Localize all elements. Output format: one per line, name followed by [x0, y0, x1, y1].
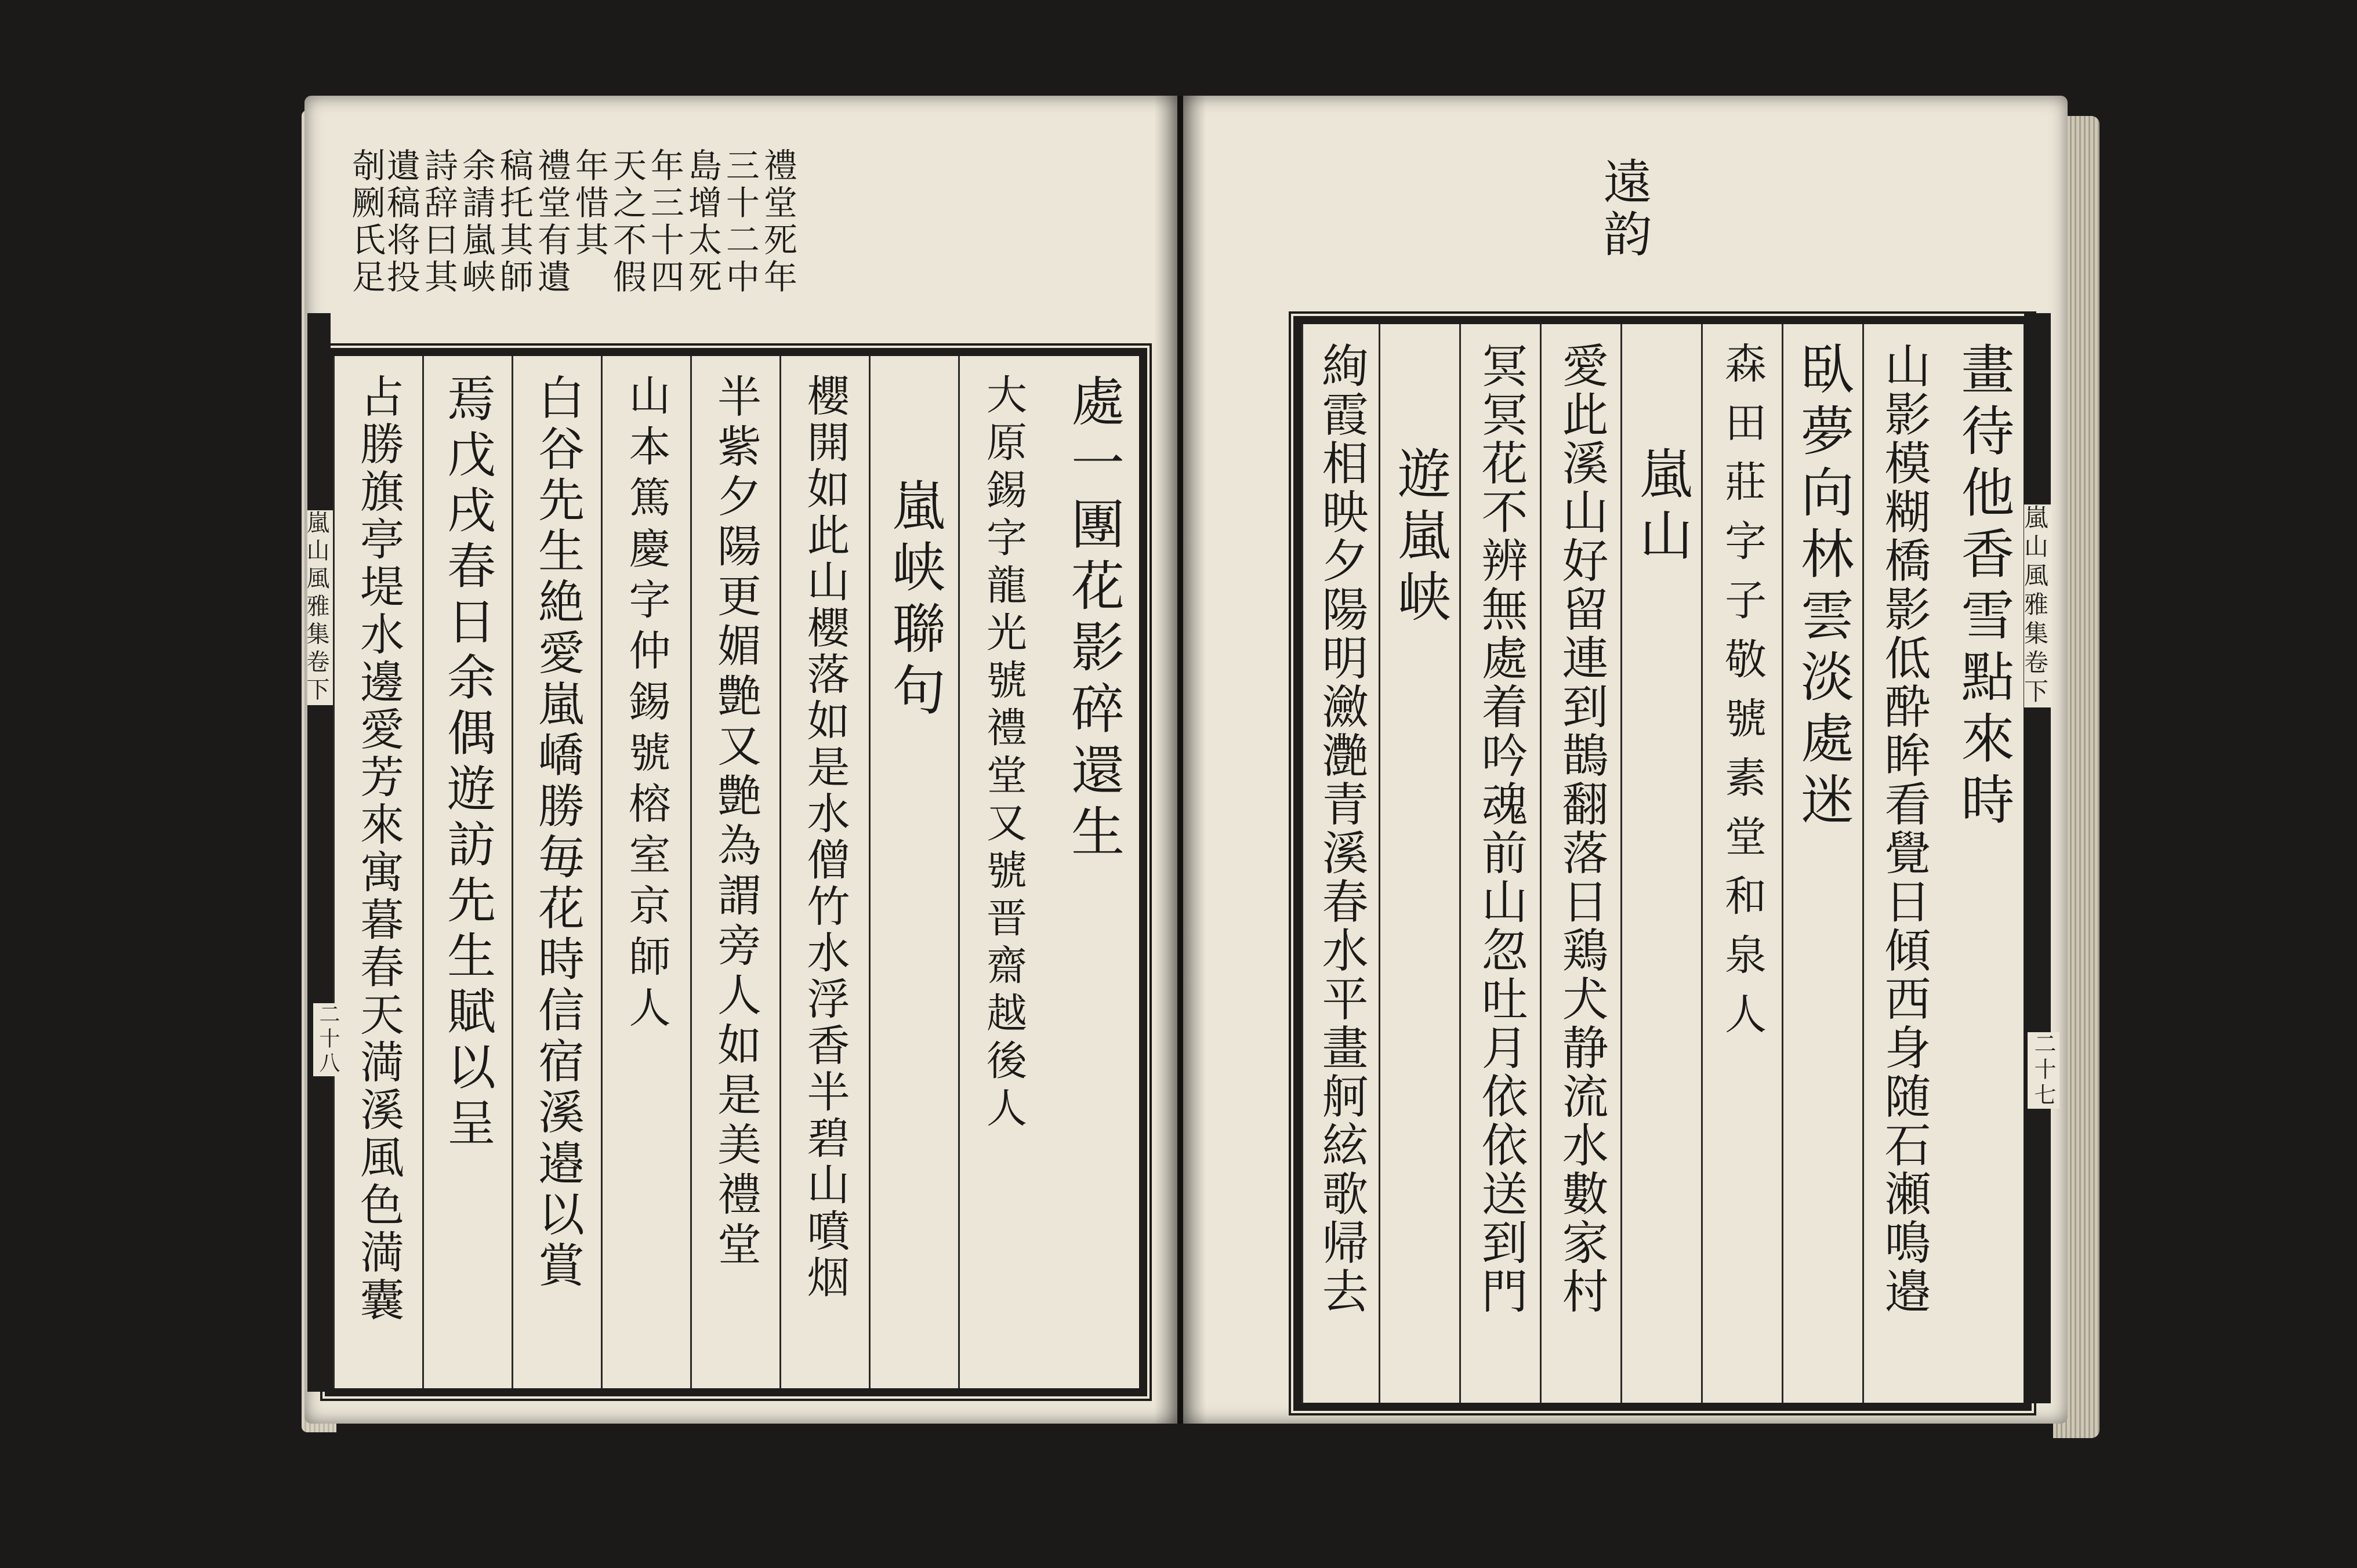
- right-heading: 遠韵: [1595, 157, 1652, 261]
- left-spine-bar: [307, 313, 331, 1392]
- note-col-10: 詩辞曰其: [418, 148, 458, 296]
- note-col-6: 年惜其: [569, 148, 609, 259]
- note-col-12: 剞劂氏足: [346, 148, 386, 296]
- note-col-9: 余請嵐峡: [456, 148, 496, 296]
- left-col-7-text: 白谷先生絶愛嵐嶠勝毎花時信宿溪邉以賞: [530, 373, 585, 1292]
- right-col-2-text: 山影模糊橋影低酔眸看覺日傾西身随石瀬鳴邉: [1877, 342, 1931, 1316]
- right-col-4-text: 森田莊字子敬號素堂和泉人: [1718, 342, 1767, 1051]
- right-col-9: [1301, 324, 1379, 1403]
- right-col-6-text: 愛此溪山好留連到鵲翻落日鶏犬静流水數家村: [1554, 342, 1608, 1316]
- right-col-6: [1540, 324, 1620, 1403]
- left-col-1: [1047, 356, 1139, 1388]
- left-text-frame: [325, 348, 1147, 1396]
- left-folio: 二十八: [313, 1003, 343, 1076]
- left-col-4-text: 櫻開如此山櫻落如是水僧竹水浮香半碧山噴烟: [800, 373, 850, 1301]
- right-col-4: [1701, 324, 1782, 1403]
- note-col-7: 禮堂有遺: [531, 148, 571, 296]
- right-col-8: [1379, 324, 1459, 1403]
- note-col-2: 三十二中: [720, 148, 760, 296]
- right-col-7: [1459, 324, 1540, 1403]
- right-folio: 二十七: [2028, 1032, 2059, 1109]
- left-col-2: [958, 356, 1047, 1388]
- right-text-frame: [1293, 316, 2032, 1411]
- left-col-7: [512, 356, 601, 1388]
- left-col-9: [333, 356, 422, 1388]
- right-col-1: [1943, 324, 2024, 1403]
- right-col-5-text: 嵐山: [1631, 446, 1693, 569]
- note-col-11: 遺稿将投: [380, 148, 420, 296]
- left-col-8: [422, 356, 512, 1388]
- right-col-5: [1620, 324, 1701, 1403]
- book-gutter: [1154, 96, 1206, 1424]
- left-col-8-text: 焉戊戌春日余偶遊訪先生賦以呈: [439, 373, 496, 1153]
- left-col-3: [869, 356, 958, 1388]
- note-col-5: 天之不假: [607, 148, 647, 296]
- right-col-9-text: 絢霞相映夕陽明瀲灔青溪春水平畫舸絃歌帰去: [1314, 342, 1368, 1316]
- left-spine-title: 嵐山風雅集卷下: [307, 510, 333, 705]
- left-col-6-text: 山本篤慶字仲錫號榕室京師人: [622, 373, 671, 1037]
- note-col-8: 稿托其師: [494, 148, 534, 296]
- right-col-1-text: 畫待他香雪點來時: [1952, 342, 2015, 833]
- right-col-3-text: 臥夢向林雲淡處迷: [1792, 342, 1854, 833]
- right-spine-title: 嵐山風雅集卷下: [2024, 504, 2052, 707]
- left-col-6: [601, 356, 690, 1388]
- left-col-5: [690, 356, 779, 1388]
- note-col-1: 禮堂死年: [757, 148, 797, 296]
- right-col-2: [1862, 324, 1943, 1403]
- left-col-4: [779, 356, 869, 1388]
- left-col-1-text: 處一團花影碎還生: [1063, 373, 1125, 865]
- left-col-9-text: 占勝旗亭堤水邊愛芳來寓暮春天満溪風色満囊: [353, 373, 405, 1324]
- right-spine-bar: [2024, 313, 2051, 1403]
- right-col-8-text: 遊嵐峡: [1389, 446, 1451, 630]
- right-col-7-text: 冥冥花不辨無處着吟魂前山忽吐月依依送到門: [1474, 342, 1528, 1316]
- left-col-3-text: 嵐峡聯句: [883, 478, 946, 724]
- left-col-2-text: 大原錫字龍光號禮堂又號晋齋越後人: [980, 373, 1028, 1134]
- note-col-3: 島增太死: [682, 148, 722, 296]
- right-col-3: [1782, 324, 1862, 1403]
- left-col-5-text: 半紫夕陽更媚艶又艶為謂旁人如是美禮堂: [710, 373, 762, 1271]
- note-col-4: 年三十四: [644, 148, 684, 296]
